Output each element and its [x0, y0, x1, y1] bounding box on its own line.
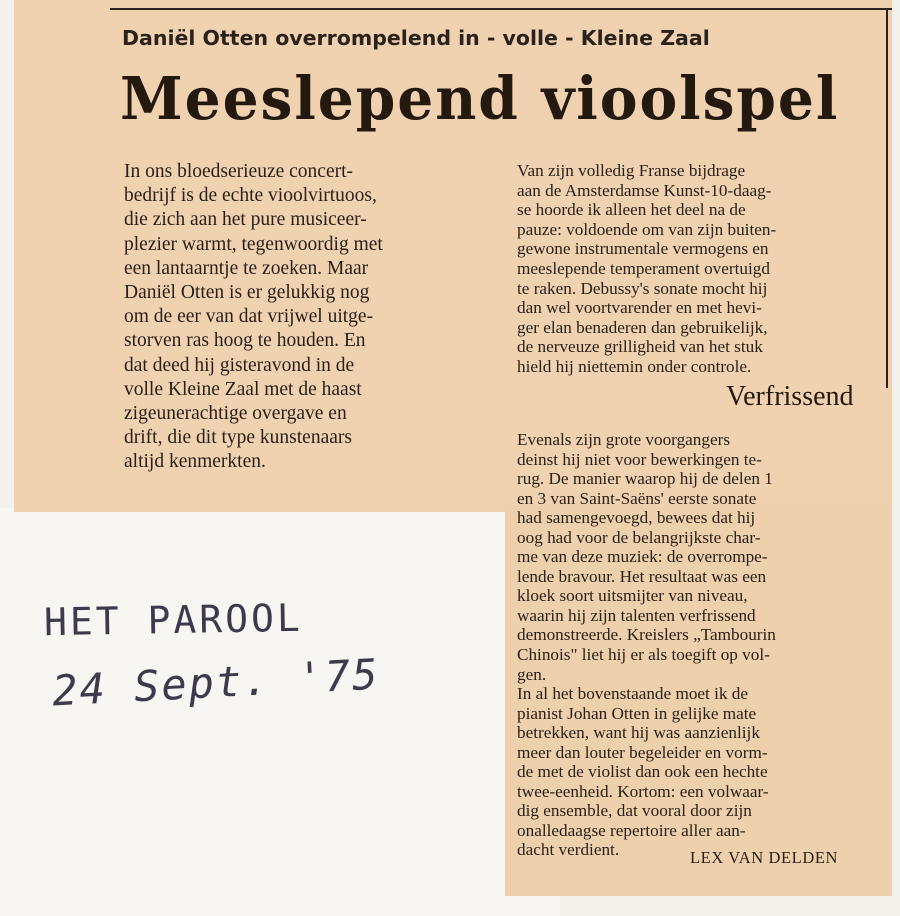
article-kicker: Daniël Otten overrompelend in - volle - Kleine Zaal: [122, 26, 710, 50]
text-line: altijd kenmerkten.: [124, 451, 266, 473]
text-line: had samengevoegd, bewees dat hij: [517, 508, 756, 528]
text-line: dacht verdient.: [517, 840, 620, 860]
article-byline: LEX VAN DELDEN: [690, 848, 839, 867]
text-line: storven ras hoog te houden. En: [124, 330, 366, 352]
text-line: onalledaagse repertoire aller aan-: [517, 820, 746, 840]
text-line: om de eer van dat vrijwel uitge-: [124, 306, 374, 328]
text-line: In ons bloedserieuze concert-: [124, 161, 354, 182]
text-line: lende bravour. Het resultaat was een: [517, 566, 767, 586]
article-column-1: [124, 160, 383, 475]
text-line: plezier warmt, tegenwoordig met: [124, 233, 383, 255]
text-line: Daniël Otten is er gelukkig nog: [124, 282, 370, 304]
text-line: hield hij niettemin onder controle.: [517, 356, 752, 376]
text-line: deinst hij niet voor bewerkingen te-: [517, 449, 762, 469]
text-line: de met de violist dan ook een hechte: [517, 762, 768, 782]
text-line: Chinois" liet hij er als toegift op vol-: [517, 645, 770, 665]
article-subheading: Verfrissend: [726, 381, 854, 412]
text-line: meer dan louter begeleider en vorm-: [517, 742, 768, 762]
text-line: ger elan benaderen dan gebruikelijk,: [517, 317, 768, 337]
top-rule: [110, 8, 892, 10]
right-rule: [886, 8, 888, 388]
text-line: se hoorde ik alleen het deel na de: [517, 200, 746, 220]
text-line: te raken. Debussy's sonate mocht hij: [517, 278, 768, 298]
text-line: die zich aan het pure musiceer-: [124, 209, 367, 231]
text-line: demonstreerde. Kreislers „Tambourin: [517, 625, 776, 645]
text-line: Van zijn volledig Franse bijdrage: [517, 161, 746, 180]
text-line: drift, die dit type kunstenaars: [124, 427, 352, 449]
text-line: waarin hij zijn talenten verfrissend: [517, 605, 756, 625]
article-column-2: [517, 161, 776, 377]
text-line: en 3 van Saint-Saëns' eerste sonate: [517, 488, 757, 508]
text-line: kloek soort uitsmijter van niveau,: [517, 586, 748, 606]
text-line: me van deze muziek: de overrompe-: [517, 547, 768, 567]
text-line: In al het bovenstaande moet ik de: [517, 684, 748, 704]
text-line: gewone instrumentale vermogens en: [517, 239, 769, 259]
text-line: oog had voor de belangrijkste char-: [517, 527, 761, 547]
text-line: de nerveuze grilligheid van het stuk: [517, 337, 763, 357]
text-line: Evenals zijn grote voorgangers: [517, 430, 731, 449]
text-line: volle Kleine Zaal met de haast: [124, 378, 362, 400]
text-line: aan de Amsterdamse Kunst-10-daag-: [517, 180, 772, 200]
text-line: gen.: [517, 664, 547, 684]
text-line: dig ensemble, dat vooral door zijn: [517, 801, 752, 821]
text-line: bedrijf is de echte vioolvirtuoos,: [124, 185, 377, 207]
text-line: zigeunerachtige overgave en: [124, 403, 347, 425]
article-column-3: [517, 430, 776, 860]
text-line: een lantaarntje te zoeken. Maar: [124, 257, 369, 279]
text-line: pauze: voldoende om van zijn buiten-: [517, 219, 777, 239]
text-line: twee-eenheid. Kortom: een volwaar-: [517, 781, 769, 801]
text-line: dan wel voortvarender en met hevi-: [517, 298, 762, 318]
article-headline: Meeslepend vioolspel: [120, 64, 840, 133]
text-line: dat deed hij gisteravond in de: [124, 354, 355, 376]
handwritten-date: 24 Sept. '75: [50, 649, 381, 716]
text-line: betrekken, want hij was aanzienlijk: [517, 723, 760, 743]
text-line: rug. De manier waarop hij de delen 1: [517, 469, 773, 489]
text-line: pianist Johan Otten in gelijke mate: [517, 703, 757, 723]
text-line: meeslepende temperament overtuigd: [517, 258, 770, 278]
handwritten-source: HET PAROOL: [43, 595, 304, 645]
